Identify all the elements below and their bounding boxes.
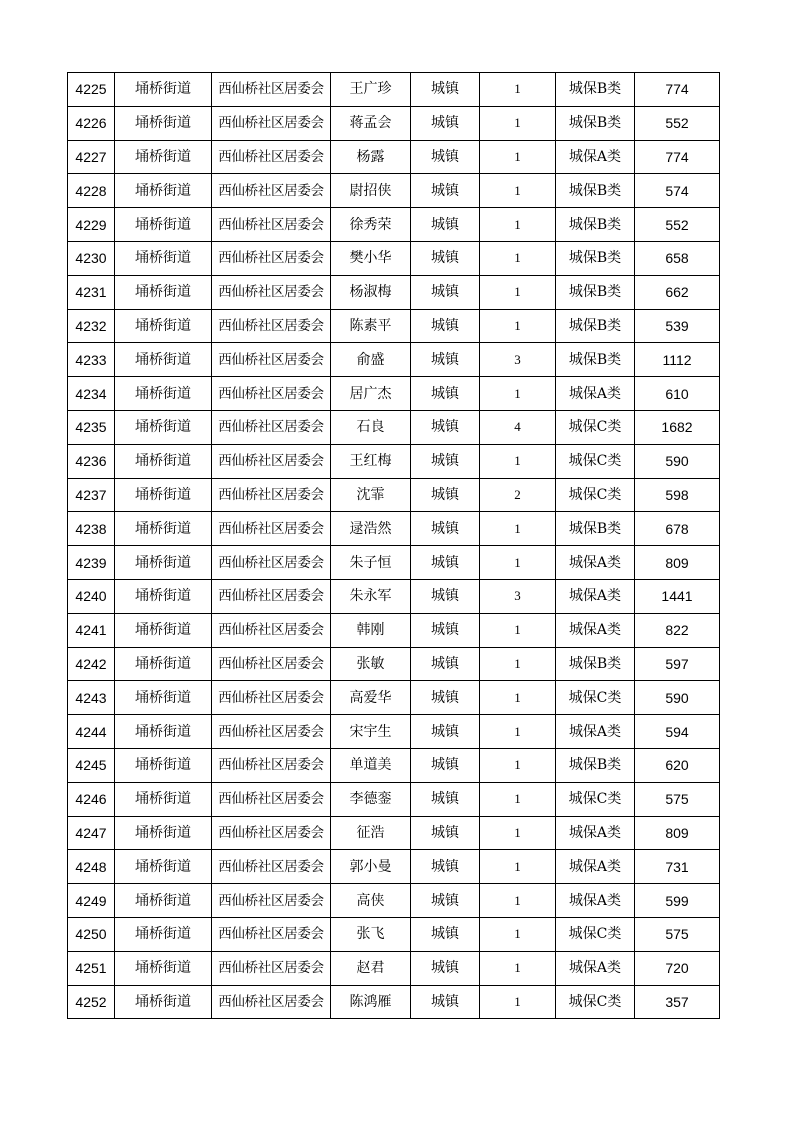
recipient-name-cell: 朱永军 — [331, 579, 411, 613]
amount-cell: 658 — [635, 241, 720, 275]
amount-cell: 590 — [635, 681, 720, 715]
street-cell: 埇桥街道 — [115, 647, 212, 681]
record-number-cell: 4229 — [68, 208, 115, 242]
street-cell: 埇桥街道 — [115, 748, 212, 782]
household-size-cell: 1 — [480, 140, 556, 174]
street-cell: 埇桥街道 — [115, 208, 212, 242]
household-type-cell: 城镇 — [411, 884, 480, 918]
household-type-cell: 城镇 — [411, 816, 480, 850]
amount-cell: 599 — [635, 884, 720, 918]
household-type-cell: 城镇 — [411, 73, 480, 107]
household-size-cell: 1 — [480, 241, 556, 275]
street-cell: 埇桥街道 — [115, 579, 212, 613]
assistance-category-cell: 城保A类 — [556, 850, 635, 884]
assistance-category-cell: 城保A类 — [556, 951, 635, 985]
assistance-category-cell: 城保B类 — [556, 343, 635, 377]
street-cell: 埇桥街道 — [115, 512, 212, 546]
table-row — [68, 951, 720, 985]
amount-cell: 774 — [635, 73, 720, 107]
amount-cell: 678 — [635, 512, 720, 546]
household-type-cell: 城镇 — [411, 782, 480, 816]
assistance-category-cell: 城保B类 — [556, 309, 635, 343]
street-cell: 埇桥街道 — [115, 681, 212, 715]
community-committee-cell: 西仙桥社区居委会 — [212, 579, 331, 613]
recipient-name-cell: 石良 — [331, 410, 411, 444]
table-row — [68, 782, 720, 816]
amount-cell: 620 — [635, 748, 720, 782]
amount-cell: 574 — [635, 174, 720, 208]
household-type-cell: 城镇 — [411, 985, 480, 1019]
table-row — [68, 816, 720, 850]
assistance-category-cell: 城保B类 — [556, 748, 635, 782]
community-committee-cell: 西仙桥社区居委会 — [212, 208, 331, 242]
recipient-name-cell: 杨露 — [331, 140, 411, 174]
community-committee-cell: 西仙桥社区居委会 — [212, 985, 331, 1019]
household-type-cell: 城镇 — [411, 410, 480, 444]
community-committee-cell: 西仙桥社区居委会 — [212, 681, 331, 715]
amount-cell: 590 — [635, 444, 720, 478]
assistance-category-cell: 城保B类 — [556, 275, 635, 309]
table-row — [68, 208, 720, 242]
community-committee-cell: 西仙桥社区居委会 — [212, 613, 331, 647]
amount-cell: 552 — [635, 106, 720, 140]
household-size-cell: 1 — [480, 681, 556, 715]
household-size-cell: 1 — [480, 748, 556, 782]
household-size-cell: 1 — [480, 850, 556, 884]
recipient-name-cell: 韩刚 — [331, 613, 411, 647]
street-cell: 埇桥街道 — [115, 444, 212, 478]
record-number-cell: 4240 — [68, 579, 115, 613]
street-cell: 埇桥街道 — [115, 951, 212, 985]
table-row — [68, 73, 720, 107]
table-row — [68, 478, 720, 512]
street-cell: 埇桥街道 — [115, 241, 212, 275]
household-type-cell: 城镇 — [411, 140, 480, 174]
amount-cell: 1441 — [635, 579, 720, 613]
street-cell: 埇桥街道 — [115, 478, 212, 512]
street-cell: 埇桥街道 — [115, 309, 212, 343]
household-size-cell: 1 — [480, 884, 556, 918]
table-row — [68, 579, 720, 613]
recipient-name-cell: 张敏 — [331, 647, 411, 681]
household-size-cell: 1 — [480, 106, 556, 140]
record-number-cell: 4234 — [68, 377, 115, 411]
recipient-name-cell: 王红梅 — [331, 444, 411, 478]
recipient-name-cell: 征浩 — [331, 816, 411, 850]
recipient-name-cell: 高爱华 — [331, 681, 411, 715]
recipient-name-cell: 徐秀荣 — [331, 208, 411, 242]
assistance-category-cell: 城保B类 — [556, 174, 635, 208]
household-type-cell: 城镇 — [411, 377, 480, 411]
record-number-cell: 4236 — [68, 444, 115, 478]
household-type-cell: 城镇 — [411, 275, 480, 309]
recipient-name-cell: 樊小华 — [331, 241, 411, 275]
assistance-category-cell: 城保C类 — [556, 444, 635, 478]
amount-cell: 575 — [635, 782, 720, 816]
amount-cell: 720 — [635, 951, 720, 985]
table-row — [68, 140, 720, 174]
amount-cell: 1682 — [635, 410, 720, 444]
street-cell: 埇桥街道 — [115, 377, 212, 411]
record-number-cell: 4227 — [68, 140, 115, 174]
record-number-cell: 4228 — [68, 174, 115, 208]
recipient-name-cell: 张飞 — [331, 917, 411, 951]
table-row — [68, 613, 720, 647]
household-size-cell: 1 — [480, 613, 556, 647]
assistance-category-cell: 城保C类 — [556, 681, 635, 715]
household-size-cell: 1 — [480, 816, 556, 850]
household-type-cell: 城镇 — [411, 546, 480, 580]
household-size-cell: 1 — [480, 208, 556, 242]
record-number-cell: 4243 — [68, 681, 115, 715]
household-size-cell: 1 — [480, 174, 556, 208]
household-type-cell: 城镇 — [411, 613, 480, 647]
street-cell: 埇桥街道 — [115, 613, 212, 647]
community-committee-cell: 西仙桥社区居委会 — [212, 140, 331, 174]
table-row — [68, 241, 720, 275]
recipient-name-cell: 赵君 — [331, 951, 411, 985]
record-number-cell: 4249 — [68, 884, 115, 918]
household-type-cell: 城镇 — [411, 715, 480, 749]
amount-cell: 598 — [635, 478, 720, 512]
record-number-cell: 4238 — [68, 512, 115, 546]
community-committee-cell: 西仙桥社区居委会 — [212, 546, 331, 580]
community-committee-cell: 西仙桥社区居委会 — [212, 275, 331, 309]
amount-cell: 1112 — [635, 343, 720, 377]
assistance-category-cell: 城保B类 — [556, 241, 635, 275]
assistance-category-cell: 城保C类 — [556, 478, 635, 512]
household-type-cell: 城镇 — [411, 444, 480, 478]
household-type-cell: 城镇 — [411, 208, 480, 242]
street-cell: 埇桥街道 — [115, 106, 212, 140]
recipient-name-cell: 尉招侠 — [331, 174, 411, 208]
household-size-cell: 1 — [480, 782, 556, 816]
amount-cell: 357 — [635, 985, 720, 1019]
household-size-cell: 1 — [480, 512, 556, 546]
community-committee-cell: 西仙桥社区居委会 — [212, 73, 331, 107]
community-committee-cell: 西仙桥社区居委会 — [212, 884, 331, 918]
assistance-category-cell: 城保B类 — [556, 208, 635, 242]
community-committee-cell: 西仙桥社区居委会 — [212, 816, 331, 850]
assistance-category-cell: 城保A类 — [556, 377, 635, 411]
table-row — [68, 917, 720, 951]
household-type-cell: 城镇 — [411, 951, 480, 985]
recipient-name-cell: 沈霏 — [331, 478, 411, 512]
street-cell: 埇桥街道 — [115, 275, 212, 309]
household-type-cell: 城镇 — [411, 512, 480, 546]
household-type-cell: 城镇 — [411, 681, 480, 715]
community-committee-cell: 西仙桥社区居委会 — [212, 715, 331, 749]
table-body — [68, 73, 720, 1019]
street-cell: 埇桥街道 — [115, 850, 212, 884]
assistance-category-cell: 城保C类 — [556, 782, 635, 816]
amount-cell: 597 — [635, 647, 720, 681]
household-size-cell: 1 — [480, 917, 556, 951]
table-row — [68, 884, 720, 918]
community-committee-cell: 西仙桥社区居委会 — [212, 647, 331, 681]
assistance-category-cell: 城保B类 — [556, 73, 635, 107]
record-number-cell: 4250 — [68, 917, 115, 951]
street-cell: 埇桥街道 — [115, 782, 212, 816]
table-row — [68, 715, 720, 749]
household-size-cell: 2 — [480, 478, 556, 512]
table-row — [68, 647, 720, 681]
community-committee-cell: 西仙桥社区居委会 — [212, 478, 331, 512]
assistance-category-cell: 城保C类 — [556, 917, 635, 951]
assistance-category-cell: 城保A类 — [556, 715, 635, 749]
household-size-cell: 1 — [480, 444, 556, 478]
amount-cell: 552 — [635, 208, 720, 242]
household-type-cell: 城镇 — [411, 478, 480, 512]
household-size-cell: 1 — [480, 951, 556, 985]
community-committee-cell: 西仙桥社区居委会 — [212, 444, 331, 478]
record-number-cell: 4246 — [68, 782, 115, 816]
household-type-cell: 城镇 — [411, 917, 480, 951]
record-number-cell: 4245 — [68, 748, 115, 782]
table-row — [68, 410, 720, 444]
recipient-name-cell: 俞盛 — [331, 343, 411, 377]
table-row — [68, 106, 720, 140]
assistance-category-cell: 城保A类 — [556, 613, 635, 647]
table-row — [68, 850, 720, 884]
recipient-name-cell: 居广杰 — [331, 377, 411, 411]
community-committee-cell: 西仙桥社区居委会 — [212, 106, 331, 140]
community-committee-cell: 西仙桥社区居委会 — [212, 410, 331, 444]
community-committee-cell: 西仙桥社区居委会 — [212, 241, 331, 275]
recipient-name-cell: 逯浩然 — [331, 512, 411, 546]
assistance-category-cell: 城保A类 — [556, 884, 635, 918]
recipient-name-cell: 高侠 — [331, 884, 411, 918]
amount-cell: 662 — [635, 275, 720, 309]
amount-cell: 594 — [635, 715, 720, 749]
household-size-cell: 1 — [480, 73, 556, 107]
recipient-name-cell: 王广珍 — [331, 73, 411, 107]
table-row — [68, 985, 720, 1019]
record-number-cell: 4225 — [68, 73, 115, 107]
household-type-cell: 城镇 — [411, 647, 480, 681]
amount-cell: 809 — [635, 546, 720, 580]
recipient-name-cell: 蒋孟会 — [331, 106, 411, 140]
assistance-category-cell: 城保B类 — [556, 106, 635, 140]
community-committee-cell: 西仙桥社区居委会 — [212, 917, 331, 951]
amount-cell: 809 — [635, 816, 720, 850]
street-cell: 埇桥街道 — [115, 816, 212, 850]
household-size-cell: 1 — [480, 377, 556, 411]
community-committee-cell: 西仙桥社区居委会 — [212, 951, 331, 985]
household-type-cell: 城镇 — [411, 309, 480, 343]
household-size-cell: 1 — [480, 715, 556, 749]
street-cell: 埇桥街道 — [115, 985, 212, 1019]
record-number-cell: 4235 — [68, 410, 115, 444]
record-number-cell: 4230 — [68, 241, 115, 275]
table-row — [68, 681, 720, 715]
recipient-name-cell: 陈鸿雁 — [331, 985, 411, 1019]
record-number-cell: 4244 — [68, 715, 115, 749]
assistance-category-cell: 城保A类 — [556, 140, 635, 174]
record-number-cell: 4241 — [68, 613, 115, 647]
community-committee-cell: 西仙桥社区居委会 — [212, 748, 331, 782]
community-committee-cell: 西仙桥社区居委会 — [212, 512, 331, 546]
record-number-cell: 4237 — [68, 478, 115, 512]
record-number-cell: 4231 — [68, 275, 115, 309]
recipient-name-cell: 陈素平 — [331, 309, 411, 343]
street-cell: 埇桥街道 — [115, 884, 212, 918]
table-row — [68, 343, 720, 377]
assistance-category-cell: 城保C类 — [556, 410, 635, 444]
community-committee-cell: 西仙桥社区居委会 — [212, 174, 331, 208]
record-number-cell: 4248 — [68, 850, 115, 884]
household-type-cell: 城镇 — [411, 241, 480, 275]
street-cell: 埇桥街道 — [115, 410, 212, 444]
recipient-name-cell: 李德銮 — [331, 782, 411, 816]
assistance-category-cell: 城保A类 — [556, 579, 635, 613]
amount-cell: 539 — [635, 309, 720, 343]
recipient-name-cell: 单道美 — [331, 748, 411, 782]
amount-cell: 575 — [635, 917, 720, 951]
recipient-name-cell: 杨淑梅 — [331, 275, 411, 309]
table-row — [68, 174, 720, 208]
assistance-category-cell: 城保A类 — [556, 546, 635, 580]
amount-cell: 774 — [635, 140, 720, 174]
household-size-cell: 1 — [480, 275, 556, 309]
table-row — [68, 275, 720, 309]
record-number-cell: 4232 — [68, 309, 115, 343]
household-size-cell: 3 — [480, 579, 556, 613]
record-number-cell: 4226 — [68, 106, 115, 140]
record-number-cell: 4233 — [68, 343, 115, 377]
household-type-cell: 城镇 — [411, 106, 480, 140]
record-number-cell: 4239 — [68, 546, 115, 580]
recipient-name-cell: 郭小曼 — [331, 850, 411, 884]
household-size-cell: 3 — [480, 343, 556, 377]
assistance-category-cell: 城保A类 — [556, 816, 635, 850]
street-cell: 埇桥街道 — [115, 73, 212, 107]
table-row — [68, 512, 720, 546]
street-cell: 埇桥街道 — [115, 917, 212, 951]
household-size-cell: 4 — [480, 410, 556, 444]
community-committee-cell: 西仙桥社区居委会 — [212, 343, 331, 377]
household-type-cell: 城镇 — [411, 579, 480, 613]
household-type-cell: 城镇 — [411, 174, 480, 208]
household-type-cell: 城镇 — [411, 748, 480, 782]
table-row — [68, 377, 720, 411]
community-committee-cell: 西仙桥社区居委会 — [212, 309, 331, 343]
record-number-cell: 4247 — [68, 816, 115, 850]
street-cell: 埇桥街道 — [115, 546, 212, 580]
assistance-category-cell: 城保B类 — [556, 647, 635, 681]
record-number-cell: 4251 — [68, 951, 115, 985]
community-committee-cell: 西仙桥社区居委会 — [212, 850, 331, 884]
table-row — [68, 546, 720, 580]
recipient-name-cell: 宋宇生 — [331, 715, 411, 749]
community-committee-cell: 西仙桥社区居委会 — [212, 782, 331, 816]
community-committee-cell: 西仙桥社区居委会 — [212, 377, 331, 411]
street-cell: 埇桥街道 — [115, 140, 212, 174]
household-size-cell: 1 — [480, 309, 556, 343]
street-cell: 埇桥街道 — [115, 715, 212, 749]
assistance-category-cell: 城保B类 — [556, 512, 635, 546]
table-row — [68, 444, 720, 478]
table-row — [68, 309, 720, 343]
assistance-roster-sheet — [67, 72, 719, 1019]
household-size-cell: 1 — [480, 647, 556, 681]
recipient-name-cell: 朱子恒 — [331, 546, 411, 580]
household-size-cell: 1 — [480, 985, 556, 1019]
street-cell: 埇桥街道 — [115, 174, 212, 208]
household-size-cell: 1 — [480, 546, 556, 580]
amount-cell: 822 — [635, 613, 720, 647]
street-cell: 埇桥街道 — [115, 343, 212, 377]
household-type-cell: 城镇 — [411, 850, 480, 884]
assistance-roster-table — [67, 72, 720, 1019]
assistance-category-cell: 城保C类 — [556, 985, 635, 1019]
record-number-cell: 4242 — [68, 647, 115, 681]
amount-cell: 731 — [635, 850, 720, 884]
record-number-cell: 4252 — [68, 985, 115, 1019]
amount-cell: 610 — [635, 377, 720, 411]
household-type-cell: 城镇 — [411, 343, 480, 377]
table-row — [68, 748, 720, 782]
